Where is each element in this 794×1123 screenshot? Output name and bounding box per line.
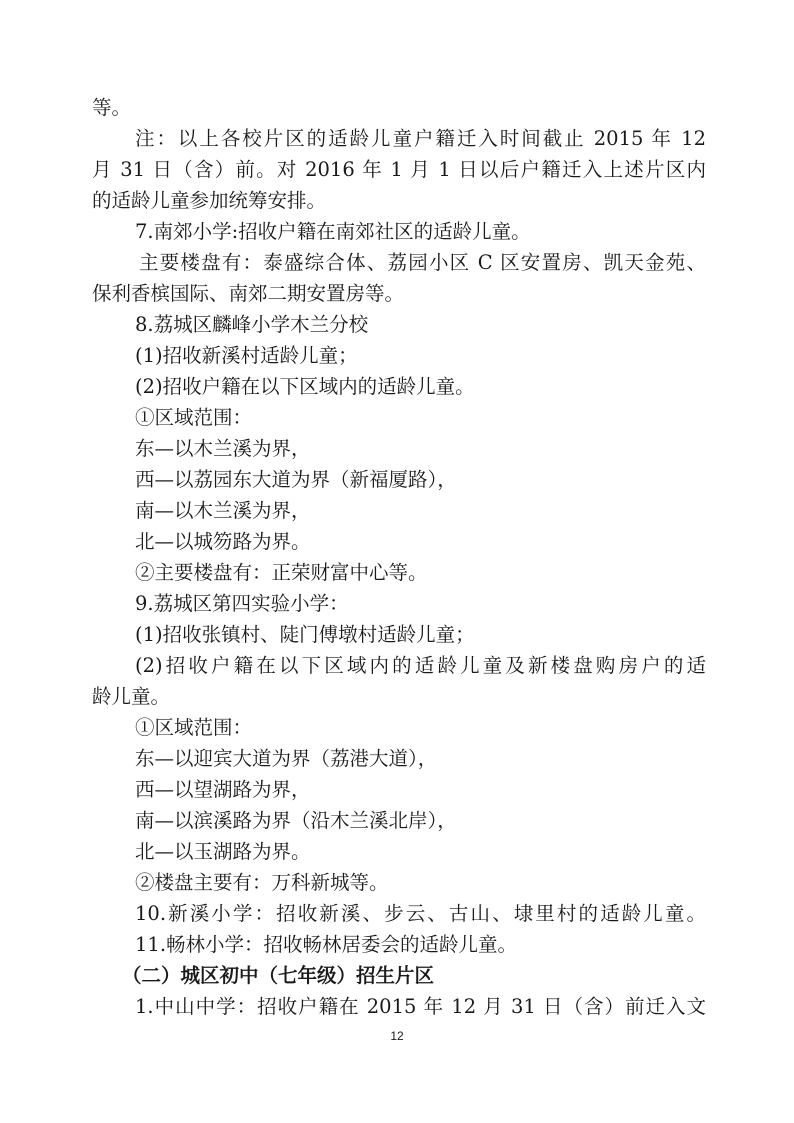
text-line: (1)招收张镇村、陡门傅墩村适龄儿童； [135, 623, 475, 646]
text-line: ①区域范围： [135, 406, 253, 429]
text-line: 西—以荔园东大道为界（新福厦路）， [135, 468, 457, 491]
text-line: 北—以城笏路为界。 [135, 530, 311, 553]
text-line: 东—以木兰溪为界， [135, 437, 311, 460]
text-line: 的适龄儿童参加统筹安排。 [92, 189, 327, 212]
text-line: 10.新溪小学：招收新溪、步云、古山、埭里村的适龄儿童。 [135, 902, 706, 925]
text-line: 东—以迎宾大道为界（荔港大道）， [135, 747, 438, 770]
text-line: 9.荔城区第四实验小学： [135, 592, 349, 615]
text-line: 南—以木兰溪为界， [135, 499, 311, 522]
text-line: ②楼盘主要有：万科新城等。 [135, 871, 389, 894]
document-body [92, 92, 706, 1022]
text-line: (1)招收新溪村适龄儿童； [135, 344, 358, 367]
text-line: (2)招收户籍在以下区域内的适龄儿童。 [135, 375, 475, 398]
text-line: 龄儿童。 [92, 685, 171, 708]
text-line: 北—以玉湖路为界。 [135, 840, 311, 863]
text-line: 保利香槟国际、南郊二期安置房等。 [92, 282, 405, 305]
text-line: 月 31 日（含）前。对 2016 年 1 月 1 日以后户籍迁入上述片区内 [92, 158, 706, 181]
text-line: 1.中山中学：招收户籍在 2015 年 12 月 31 日（含）前迁入文 [135, 995, 706, 1018]
text-line: 11.畅林小学：招收畅林居委会的适龄儿童。 [135, 933, 518, 956]
text-line: 7.南郊小学:招收户籍在南郊社区的适龄儿童。 [135, 220, 531, 243]
text-line: 主要楼盘有：泰盛综合体、荔园小区 C 区安置房、凯天金苑、 [139, 251, 706, 274]
text-line: ①区域范围： [135, 716, 253, 739]
text-line: 南—以滨溪路为界（沿木兰溪北岸）， [135, 809, 457, 832]
text-line: 8.荔城区麟峰小学木兰分校 [135, 313, 369, 336]
text-line: (2)招收户籍在以下区域内的适龄儿童及新楼盘购房户的适 [135, 654, 706, 677]
text-line: 注：以上各校片区的适龄儿童户籍迁入时间截止 2015 年 12 [135, 127, 706, 150]
text-line: 等。 [92, 96, 132, 119]
text-line: ②主要楼盘有：正荣财富中心等。 [135, 561, 428, 584]
section-heading: （二）城区初中（七年级）招生片区 [122, 964, 435, 987]
text-line: 西—以望湖路为界， [135, 778, 311, 801]
page-number: 12 [390, 1029, 404, 1043]
